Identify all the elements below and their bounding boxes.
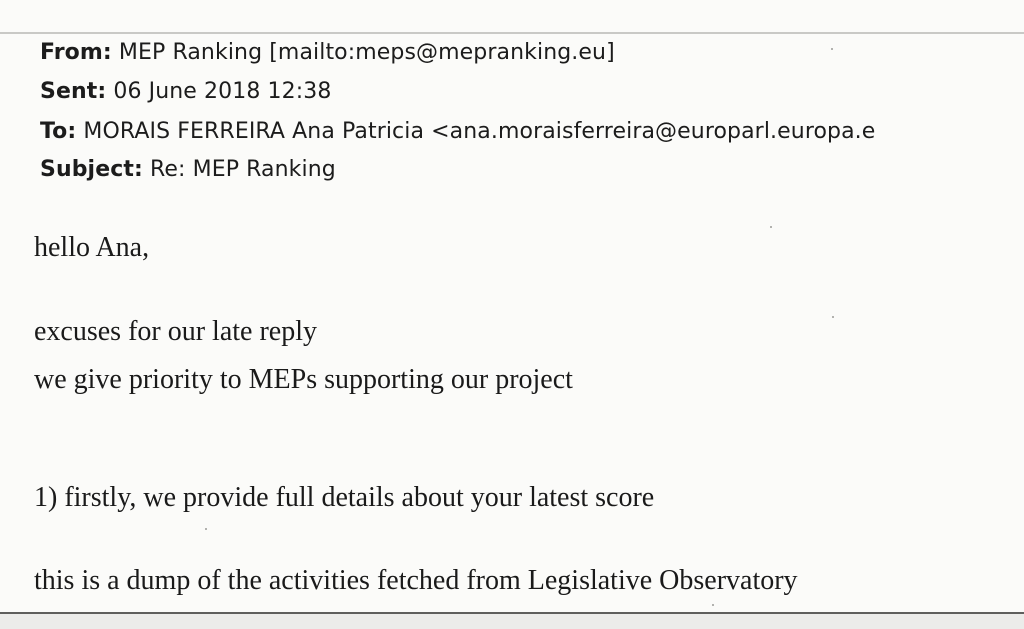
body-line-point-one: 1) firstly, we provide full details about your latest score — [34, 482, 655, 513]
subject-line — [40, 157, 336, 182]
body-line-priority: we give priority to MEPs supporting our project — [34, 364, 573, 395]
sent-label: Sent: — [40, 79, 107, 104]
to-label: To: — [40, 119, 77, 144]
to-value: MORAIS FERREIRA Ana Patricia <ana.moraisferreira@europarl.europa.e — [83, 119, 876, 144]
from-line — [40, 40, 615, 65]
scan-speck — [832, 316, 834, 318]
background-strip — [0, 614, 1024, 629]
to-line — [40, 119, 875, 144]
scan-speck — [205, 528, 207, 530]
greeting-text: hello Ana, — [34, 232, 150, 263]
from-value: MEP Ranking [mailto:meps@mepranking.eu] — [118, 40, 615, 65]
subject-value: Re: MEP Ranking — [149, 157, 336, 182]
scan-speck — [831, 48, 833, 50]
sent-value: 06 June 2018 12:38 — [113, 79, 332, 104]
sent-line — [40, 79, 331, 104]
body-line-activities-dump: this is a dump of the activities fetched from Legislative Observatory — [34, 565, 798, 596]
scan-speck — [770, 226, 772, 228]
scan-speck — [712, 604, 714, 606]
top-divider — [0, 32, 1024, 34]
from-label: From: — [40, 40, 112, 65]
body-line-late-reply: excuses for our late reply — [34, 316, 317, 347]
subject-label: Subject: — [40, 157, 143, 182]
